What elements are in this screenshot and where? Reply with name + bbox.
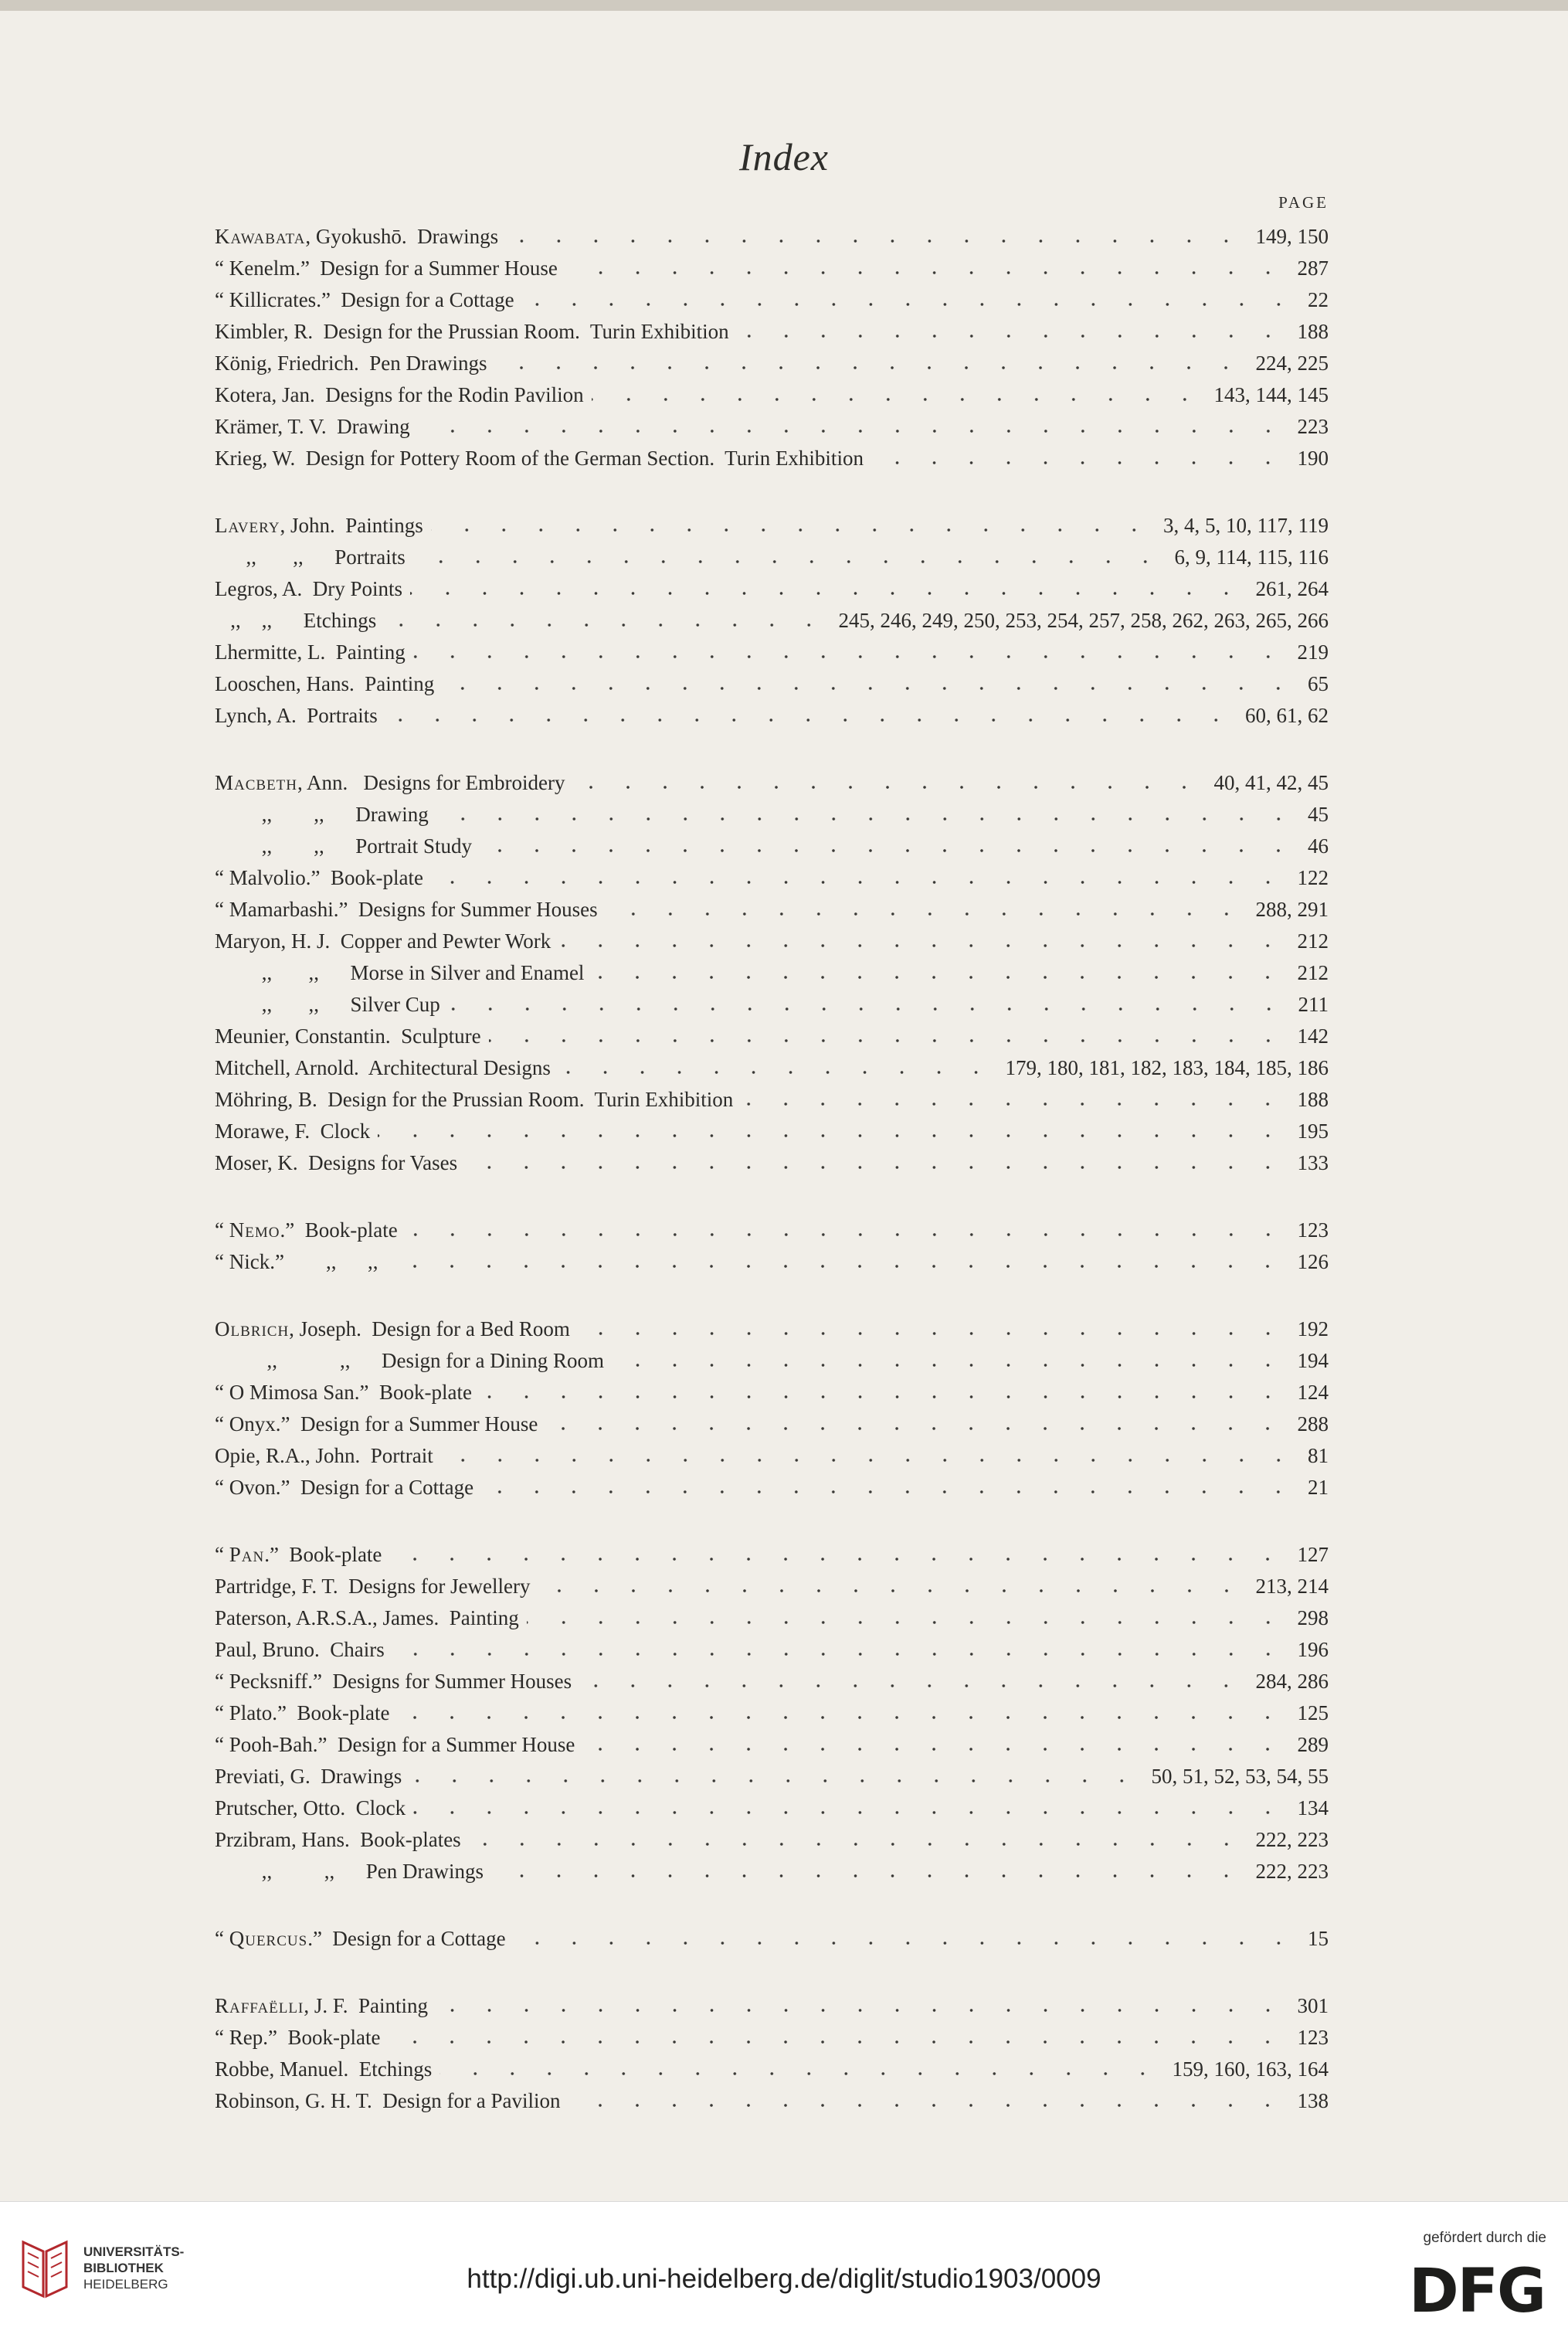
index-entry <box>215 1824 1329 1856</box>
entry-pages: 213, 214 <box>1255 1575 1329 1598</box>
dot-leader <box>481 1490 1297 1494</box>
entry-description: Legros, A. Dry Points <box>215 577 402 600</box>
index-entry <box>215 1634 1329 1666</box>
library-name-line: HEIDELBERG <box>83 2277 168 2292</box>
entry-text <box>215 1856 484 1887</box>
index-entry <box>215 2054 1329 2085</box>
index-entry <box>215 411 1329 443</box>
dot-leader <box>480 1395 1287 1399</box>
entry-pages: 133 <box>1297 1151 1329 1174</box>
entry-description: “ Ovon.” Design for a Cottage <box>215 1476 474 1499</box>
index-entry <box>215 894 1329 926</box>
index-group <box>215 1313 1329 1503</box>
dot-leader <box>606 912 1245 916</box>
entry-description: Lhermitte, L. Painting <box>215 640 406 664</box>
entry-pages: 301 <box>1297 1994 1329 2017</box>
dot-leader <box>538 1588 1245 1593</box>
index-entry <box>215 284 1329 316</box>
dot-leader <box>579 1684 1244 1688</box>
entry-pages: 45 <box>1308 803 1329 826</box>
dot-leader <box>741 1102 1286 1106</box>
dot-leader <box>385 718 1234 722</box>
index-entry <box>215 1084 1329 1116</box>
entry-description: Robbe, Manuel. Etchings <box>215 2057 433 2081</box>
entry-description: Przibram, Hans. Book-plates <box>215 1828 461 1851</box>
entry-description: Prutscher, Otto. Clock <box>215 1796 406 1819</box>
entry-text <box>215 253 558 284</box>
entry-description: ,, ,, Portraits <box>215 545 406 569</box>
entry-description: “ Killicrates.” Design for a Cottage <box>215 288 514 311</box>
dot-leader <box>506 239 1244 243</box>
entry-pages: 190 <box>1297 447 1329 470</box>
entry-description: “ O Mimosa San.” Book-plate <box>215 1381 472 1404</box>
index-entry <box>215 1052 1329 1084</box>
index-entry <box>215 1116 1329 1147</box>
dot-leader <box>441 1458 1297 1463</box>
entry-description: Previati, G. Drawings <box>215 1765 402 1788</box>
entry-description: ,, ,, Portrait Study <box>215 834 473 858</box>
index-entry <box>215 700 1329 732</box>
index-entry <box>215 862 1329 894</box>
entry-text <box>215 1990 428 2022</box>
entry-text <box>215 668 434 700</box>
entry-pages: 284, 286 <box>1255 1670 1329 1693</box>
entry-description: ,, ,, Silver Cup <box>215 993 440 1016</box>
index-entry <box>215 1990 1329 2022</box>
dot-leader <box>592 397 1203 402</box>
index-entry <box>215 1472 1329 1503</box>
index-entry <box>215 767 1329 799</box>
dot-leader <box>612 1363 1287 1368</box>
dot-leader <box>480 848 1297 853</box>
entry-text <box>215 989 440 1021</box>
entry-description: König, Friedrich. Pen Drawings <box>215 352 487 375</box>
entry-pages: 127 <box>1297 1543 1329 1566</box>
index-entry <box>215 1571 1329 1602</box>
entry-text <box>215 1408 538 1440</box>
index-entry <box>215 831 1329 862</box>
index-group <box>215 221 1329 474</box>
index-entry <box>215 637 1329 668</box>
entry-text <box>215 1116 370 1147</box>
entry-text <box>215 1729 575 1761</box>
entry-lead-name: Quercus <box>229 1927 308 1950</box>
entry-pages: 298 <box>1297 1606 1329 1629</box>
index-entry <box>215 573 1329 605</box>
index-entry <box>215 1345 1329 1377</box>
entry-description: , Gyokushō. Drawings <box>305 225 499 248</box>
entry-lead-name: Olbrich <box>215 1317 290 1340</box>
dot-leader <box>545 1426 1286 1431</box>
dot-leader <box>406 1232 1287 1237</box>
index-list <box>215 221 1329 2152</box>
entry-pages: 65 <box>1308 672 1329 695</box>
entry-description: “ Onyx.” Design for a Summer House <box>215 1412 538 1436</box>
index-entry <box>215 1697 1329 1729</box>
entry-pages: 195 <box>1297 1120 1329 1143</box>
entry-description: “ Rep.” Book-plate <box>215 2026 381 2049</box>
dot-leader <box>413 559 1164 564</box>
entry-text <box>215 1147 457 1179</box>
entry-pages: 138 <box>1297 2089 1329 2112</box>
index-group <box>215 767 1329 1179</box>
entry-pages: 222, 223 <box>1255 1860 1329 1883</box>
dot-leader <box>392 1652 1287 1656</box>
entry-description: “ Nick.” ,, ,, <box>215 1250 378 1273</box>
entry-text <box>215 2054 432 2085</box>
index-entry <box>215 221 1329 253</box>
index-entry <box>215 989 1329 1021</box>
dot-leader <box>448 1007 1288 1011</box>
entry-text <box>215 510 423 542</box>
index-entry <box>215 1792 1329 1824</box>
entry-pages: 50, 51, 52, 53, 54, 55 <box>1151 1765 1329 1788</box>
index-entry <box>215 1408 1329 1440</box>
entry-pages: 194 <box>1297 1349 1329 1372</box>
entry-text <box>215 443 864 474</box>
index-entry <box>215 1246 1329 1278</box>
entry-pages: 212 <box>1297 961 1329 984</box>
entry-text <box>215 379 584 411</box>
entry-description: .” Design for a Cottage <box>307 1927 506 1950</box>
entry-text <box>215 1084 733 1116</box>
digitization-footer <box>0 2201 1568 2341</box>
entry-text <box>215 2022 380 2054</box>
dot-leader <box>413 1810 1286 1815</box>
dot-leader <box>737 334 1287 338</box>
entry-description: Kotera, Jan. Designs for the Rodin Pavilion <box>215 383 584 406</box>
index-entry <box>215 1147 1329 1179</box>
entry-description: Looschen, Hans. Painting <box>215 672 435 695</box>
entry-description: Kimbler, R. Design for the Prussian Room. Turin Exhibition <box>215 320 729 343</box>
entry-text <box>215 1440 433 1472</box>
index-group <box>215 1990 1329 2117</box>
entry-text <box>215 1246 378 1278</box>
dot-leader <box>436 2008 1287 2013</box>
library-name-line: BIBLIOTHEK <box>83 2261 164 2275</box>
entry-pages: 159, 160, 163, 164 <box>1172 2057 1329 2081</box>
entry-description: Krämer, T. V. Drawing <box>215 415 410 438</box>
entry-description: ,, ,, Drawing <box>215 803 429 826</box>
entry-pages: 123 <box>1297 1218 1329 1242</box>
index-group <box>215 1923 1329 1955</box>
entry-description: , Ann. Designs for Embroidery <box>297 771 565 794</box>
entry-text <box>215 1215 398 1246</box>
entry-lead-name: Nemo <box>229 1218 280 1242</box>
dot-leader <box>418 429 1287 433</box>
sponsor-text: gefördert durch die <box>1423 2230 1546 2246</box>
entry-description: .” Book-plate <box>264 1543 382 1566</box>
entry-description: , J. F. Painting <box>304 1994 428 2017</box>
index-entry <box>215 1021 1329 1052</box>
entry-text <box>215 2085 560 2117</box>
index-entry <box>215 253 1329 284</box>
entry-description: Meunier, Constantin. Sculpture <box>215 1024 481 1048</box>
dot-leader <box>378 1133 1286 1138</box>
entry-text <box>215 1377 472 1408</box>
entry-pages: 211 <box>1298 993 1329 1016</box>
index-entry <box>215 316 1329 348</box>
entry-prefix: “ <box>215 1927 229 1950</box>
entry-text <box>215 542 406 573</box>
entry-text <box>215 957 584 989</box>
library-name-line: UNIVERSITÄTS- <box>83 2244 185 2259</box>
entry-description: Mitchell, Arnold. Architectural Designs <box>215 1056 551 1079</box>
dot-leader <box>397 1715 1286 1720</box>
entry-text <box>215 637 406 668</box>
entry-pages: 223 <box>1297 415 1329 438</box>
entry-text <box>215 1345 604 1377</box>
entry-pages: 126 <box>1297 1250 1329 1273</box>
entry-lead-name: Kawabata <box>215 225 306 248</box>
dot-leader <box>442 686 1297 691</box>
dot-leader <box>514 1941 1297 1945</box>
entry-description: ,, ,, Morse in Silver and Enamel <box>215 961 585 984</box>
entry-description: “ Mamarbashi.” Designs for Summer Houses <box>215 898 598 921</box>
index-entry <box>215 1729 1329 1761</box>
dot-leader <box>413 654 1287 659</box>
entry-text <box>215 862 423 894</box>
dot-leader <box>494 365 1244 370</box>
entry-pages: 142 <box>1297 1024 1329 1048</box>
index-group <box>215 510 1329 732</box>
entry-description: Paul, Bruno. Chairs <box>215 1638 385 1661</box>
dot-leader <box>871 460 1287 465</box>
index-entry <box>215 605 1329 637</box>
index-entry <box>215 1856 1329 1887</box>
entry-description: ,, ,, Design for a Dining Room <box>215 1349 604 1372</box>
entry-description: , Joseph. Design for a Bed Room <box>289 1317 570 1340</box>
entry-pages: 124 <box>1297 1381 1329 1404</box>
entry-pages: 40, 41, 42, 45 <box>1213 771 1329 794</box>
dot-leader <box>388 2040 1286 2044</box>
index-entry <box>215 1666 1329 1697</box>
entry-prefix: “ <box>215 1543 229 1566</box>
entry-description: Morawe, F. Clock <box>215 1120 371 1143</box>
entry-pages: 81 <box>1308 1444 1329 1467</box>
dot-leader <box>527 1620 1287 1625</box>
entry-lead-name: Macbeth <box>215 771 298 794</box>
entry-text <box>215 221 498 253</box>
dot-leader <box>436 817 1297 821</box>
dot-leader <box>384 623 827 627</box>
entry-text <box>215 573 402 605</box>
entry-pages: 143, 144, 145 <box>1213 383 1329 406</box>
entry-text <box>215 1792 406 1824</box>
entry-text <box>215 799 429 831</box>
entry-pages: 123 <box>1297 2026 1329 2049</box>
entry-pages: 245, 246, 249, 250, 253, 254, 257, 258, 262, 263, 265, 266 <box>838 609 1329 632</box>
index-entry <box>215 1377 1329 1408</box>
dot-leader <box>385 1264 1286 1269</box>
page-title: Index <box>738 135 830 178</box>
entry-description: Moser, K. Designs for Vases <box>215 1151 458 1174</box>
entry-pages: 21 <box>1308 1476 1329 1499</box>
entry-text <box>215 926 551 957</box>
entry-text <box>215 831 472 862</box>
page-column-label: PAGE <box>1278 193 1329 212</box>
entry-description: “ Kenelm.” Design for a Summer House <box>215 257 558 280</box>
entry-pages: 188 <box>1297 320 1329 343</box>
index-entry <box>215 379 1329 411</box>
entry-text <box>215 1824 461 1856</box>
entry-text <box>215 1052 551 1084</box>
entry-pages: 287 <box>1297 257 1329 280</box>
dot-leader <box>558 943 1286 948</box>
entry-text <box>215 605 376 637</box>
entry-pages: 6, 9, 114, 115, 116 <box>1174 545 1329 569</box>
index-entry <box>215 1440 1329 1472</box>
entry-pages: 149, 150 <box>1255 225 1329 248</box>
entry-text <box>215 1313 570 1345</box>
index-entry <box>215 2022 1329 2054</box>
index-entry <box>215 957 1329 989</box>
dot-leader <box>568 2103 1286 2108</box>
entry-pages: 179, 180, 181, 182, 183, 184, 185, 186 <box>1005 1056 1329 1079</box>
dot-leader <box>440 2071 1161 2076</box>
entry-pages: 22 <box>1308 288 1329 311</box>
entry-description: “ Pecksniff.” Designs for Summer Houses <box>215 1670 572 1693</box>
dot-leader <box>491 1874 1245 1878</box>
entry-text <box>215 1923 506 1955</box>
entry-text <box>215 894 598 926</box>
index-entry <box>215 1215 1329 1246</box>
index-group <box>215 1539 1329 1887</box>
entry-pages: 188 <box>1297 1088 1329 1111</box>
scan-edge <box>0 0 1568 11</box>
entry-text <box>215 1472 473 1503</box>
index-entry <box>215 1313 1329 1345</box>
entry-text <box>215 1666 572 1697</box>
dot-leader <box>582 1747 1286 1752</box>
dot-leader <box>558 1070 995 1075</box>
entry-description: Partridge, F. T. Designs for Jewellery <box>215 1575 531 1598</box>
entry-pages: 3, 4, 5, 10, 117, 119 <box>1163 514 1329 537</box>
dot-leader <box>522 302 1297 307</box>
entry-pages: 224, 225 <box>1255 352 1329 375</box>
entry-text <box>215 767 565 799</box>
index-group <box>215 1215 1329 1278</box>
index-entry <box>215 348 1329 379</box>
entry-pages: 288, 291 <box>1255 898 1329 921</box>
index-entry <box>215 510 1329 542</box>
entry-description: Lynch, A. Portraits <box>215 704 378 727</box>
entry-text <box>215 316 729 348</box>
entry-text <box>215 348 487 379</box>
entry-text <box>215 1602 519 1634</box>
dot-leader <box>489 1038 1287 1043</box>
book-page <box>0 11 1568 2201</box>
entry-pages: 46 <box>1308 834 1329 858</box>
entry-pages: 60, 61, 62 <box>1245 704 1329 727</box>
index-entry <box>215 1761 1329 1792</box>
entry-lead-name: Raffaëlli <box>215 1994 304 2017</box>
entry-pages: 134 <box>1297 1796 1329 1819</box>
entry-text <box>215 1021 481 1052</box>
entry-description: ,, ,, Etchings <box>215 609 377 632</box>
index-entry <box>215 2085 1329 2117</box>
entry-text <box>215 1634 385 1666</box>
entry-description: Opie, R.A., John. Portrait <box>215 1444 433 1467</box>
entry-pages: 196 <box>1297 1638 1329 1661</box>
index-entry <box>215 1539 1329 1571</box>
index-entry <box>215 443 1329 474</box>
dot-leader <box>592 975 1286 980</box>
dot-leader <box>431 880 1287 885</box>
entry-text <box>215 1539 382 1571</box>
entry-lead-name: Lavery <box>215 514 280 537</box>
dot-leader <box>410 591 1245 596</box>
entry-text <box>215 411 410 443</box>
entry-pages: 219 <box>1297 640 1329 664</box>
entry-text <box>215 284 514 316</box>
entry-text <box>215 700 378 732</box>
source-url-link[interactable]: http://digi.ub.uni-heidelberg.de/diglit/studio1903/0009 <box>467 2264 1101 2294</box>
dot-leader <box>389 1557 1286 1561</box>
entry-pages: 222, 223 <box>1255 1828 1329 1851</box>
entry-description: “ Plato.” Book-plate <box>215 1701 390 1724</box>
entry-description: ,, ,, Pen Drawings <box>215 1860 484 1883</box>
entry-description: Robinson, G. H. T. Design for a Pavilion <box>215 2089 561 2112</box>
dfg-logo: DFG <box>1408 2257 1545 2326</box>
dot-leader <box>465 1165 1286 1170</box>
index-entry <box>215 926 1329 957</box>
entry-text <box>215 1571 531 1602</box>
index-entry <box>215 1923 1329 1955</box>
entry-description: Krieg, W. Design for Pottery Room of the German Section. Turin Exhibition <box>215 447 864 470</box>
entry-description: Paterson, A.R.S.A., James. Painting <box>215 1606 519 1629</box>
entry-description: “ Pooh-Bah.” Design for a Summer House <box>215 1733 575 1756</box>
index-entry <box>215 542 1329 573</box>
dot-leader <box>572 785 1203 790</box>
dot-leader <box>409 1779 1140 1783</box>
entry-prefix: “ <box>215 1218 229 1242</box>
entry-description: , John. Paintings <box>280 514 423 537</box>
index-entry <box>215 1602 1329 1634</box>
entry-pages: 192 <box>1297 1317 1329 1340</box>
entry-description: .” Book-plate <box>280 1218 398 1242</box>
entry-text <box>215 1761 402 1792</box>
dot-leader <box>469 1842 1245 1847</box>
entry-pages: 15 <box>1308 1927 1329 1950</box>
index-entry <box>215 668 1329 700</box>
entry-pages: 212 <box>1297 929 1329 953</box>
entry-pages: 288 <box>1297 1412 1329 1436</box>
entry-lead-name: Pan <box>229 1543 265 1566</box>
entry-pages: 125 <box>1297 1701 1329 1724</box>
entry-text <box>215 1697 389 1729</box>
entry-pages: 122 <box>1297 866 1329 889</box>
entry-description: Maryon, H. J. Copper and Pewter Work <box>215 929 552 953</box>
entry-pages: 289 <box>1297 1733 1329 1756</box>
dot-leader <box>565 270 1287 275</box>
entry-pages: 261, 264 <box>1255 577 1329 600</box>
entry-description: “ Malvolio.” Book-plate <box>215 866 423 889</box>
dot-leader <box>578 1331 1287 1336</box>
index-entry <box>215 799 1329 831</box>
entry-description: Möhring, B. Design for the Prussian Room. Turin Exhibition <box>215 1088 734 1111</box>
dot-leader <box>431 528 1152 532</box>
